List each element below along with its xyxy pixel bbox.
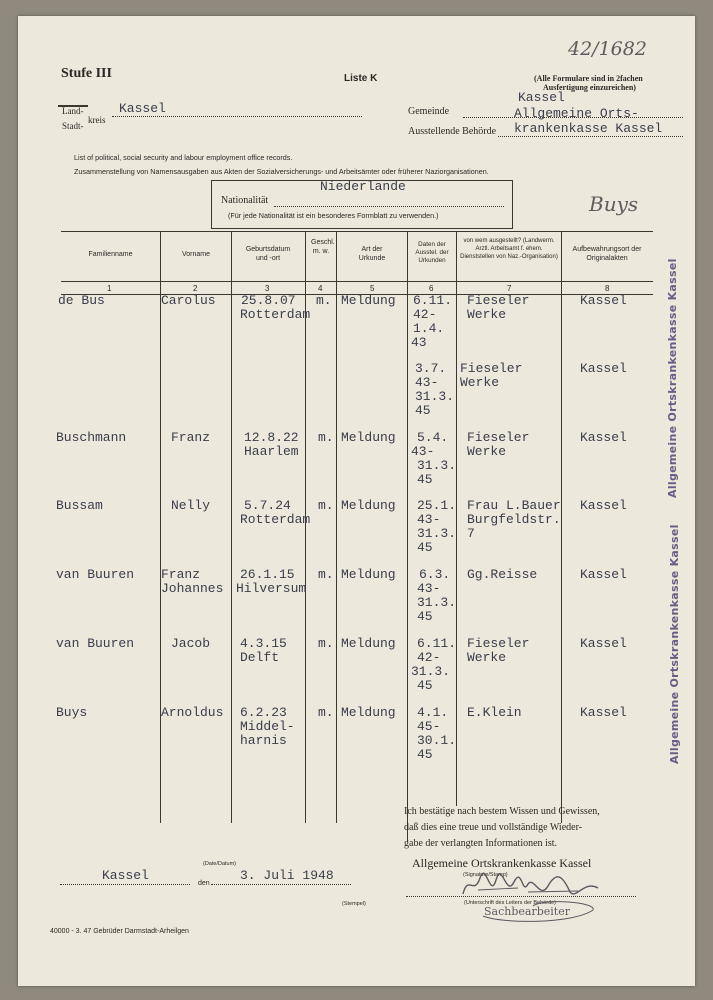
row3-sex: m. [318, 498, 334, 513]
row3-birth-2: Rotterdam [240, 512, 311, 527]
row4-birth-1: 26.1.15 [240, 567, 295, 582]
col-divider-1 [160, 231, 161, 823]
date-value: 3. Juli 1948 [240, 868, 334, 883]
row1-date-1: 3.7. [415, 361, 447, 376]
liste-title: Liste K [344, 73, 378, 84]
sachbearbeiter-loop [473, 894, 603, 926]
row5-date-2: 42- [417, 650, 441, 665]
col-divider-5 [407, 231, 408, 841]
row6-birth-2: Middel- [240, 719, 295, 734]
archive-number: 42/1682 [568, 38, 647, 60]
behoerde-label: Ausstellende Behörde [408, 126, 497, 137]
row0-date-1: 6.11. [413, 293, 453, 308]
row3-issuer-1: Frau L.Bauer [467, 498, 561, 513]
row4-birth-2: Hilversum [236, 581, 307, 596]
row2-doc: Meldung [341, 430, 396, 445]
land-label: Land- [62, 106, 84, 116]
handwritten-mark: Buys [589, 192, 639, 216]
row0-birth-2: Rotterdam [240, 307, 311, 322]
row0-date-4: 43 [411, 335, 427, 350]
row2-sex: m. [318, 430, 334, 445]
stufe-title: Stufe III [61, 66, 112, 81]
signature-label: (Signature/Stamp) [463, 872, 508, 878]
row5-sex: m. [318, 636, 334, 651]
signature-organisation: Allgemeine Ortskrankenkasse Kassel [412, 856, 592, 870]
intro-english: List of political, social security and labour employment office records. [74, 153, 293, 162]
row0-doc: Meldung [341, 293, 396, 308]
intro-german: Zusammenstellung von Namensausgaben aus Akten der Sozialversicherungs- und Arbeitsämter oder früherer Naziorganisationen. [74, 167, 489, 176]
row1-issuer-2: Werke [460, 375, 500, 390]
header-geschlecht: Geschl. m. w. [311, 239, 335, 255]
row0-location: Kassel [580, 293, 627, 308]
row3-birth-1: 5.7.24 [244, 498, 291, 513]
header-art: Art der Urkunde [358, 246, 386, 262]
header-vorname: Vorname [181, 251, 211, 258]
colnum-3: 3 [265, 284, 270, 293]
col-divider-6 [456, 231, 457, 806]
row2-location: Kassel [580, 430, 627, 445]
stamp-label: (Stempel) [342, 901, 366, 907]
row5-birth-1: 4.3.15 [240, 636, 287, 651]
row4-given-2: Johannes [161, 581, 224, 596]
sachbearbeiter-label: Sachbearbeiter [484, 905, 570, 918]
row2-given-1: Franz [171, 430, 211, 445]
kreis-value: Kassel [119, 101, 166, 116]
stamp-upper: Allgemeine Ortskrankenkasse Kassel [666, 258, 679, 498]
certification-line-2: daß dies eine treue und vollständige Wieder- [404, 822, 583, 833]
colnum-1: 1 [107, 284, 112, 293]
nationality-label: Nationalität [221, 195, 269, 206]
row4-date-3: 31.3. [417, 595, 457, 610]
row0-issuer-1: Fieseler [467, 293, 530, 308]
place-value: Kassel [102, 868, 149, 883]
row3-date-1: 25.1. [417, 498, 457, 513]
gemeinde-label: Gemeinde [408, 106, 450, 117]
row1-date-3: 31.3. [415, 389, 455, 404]
row5-date-4: 45 [417, 678, 433, 693]
date-label: (Date/Datum) [203, 861, 237, 867]
nationality-value: Niederlande [320, 179, 406, 194]
colnum-6: 6 [429, 284, 434, 293]
row3-family: Bussam [56, 498, 103, 513]
row3-given-1: Nelly [171, 498, 211, 513]
row2-family: Buschmann [56, 430, 127, 445]
behoerde-dotline [498, 136, 683, 137]
office-label: (Unterschrift des Leiters der Behörde) [464, 900, 557, 906]
row5-issuer-1: Fieseler [467, 636, 530, 651]
colnum-5: 5 [370, 284, 375, 293]
row3-date-2: 43- [417, 512, 441, 527]
land-strike [58, 105, 88, 107]
date-line [211, 884, 351, 885]
row5-given-1: Jacob [171, 636, 211, 651]
row0-issuer-2: Werke [467, 307, 507, 322]
row4-family: van Buuren [56, 567, 135, 582]
document-page [18, 16, 695, 986]
row2-date-3: 31.3. [417, 458, 457, 473]
place-line [60, 884, 190, 885]
row4-date-2: 43- [417, 581, 441, 596]
row5-birth-2: Delft [240, 650, 280, 665]
row6-given-1: Arnoldus [161, 705, 224, 720]
header-daten: Daten der Ausstel. der Urkunden [415, 241, 449, 264]
col-divider-2 [231, 231, 232, 823]
behoerde-value-2: krankenkasse Kassel [514, 121, 663, 136]
row0-birth-1: 25.8.07 [241, 293, 296, 308]
row2-birth-2: Haarlem [244, 444, 299, 459]
form-note-1: (Alle Formulare sind in 2fachen [534, 74, 643, 83]
row3-date-3: 31.3. [417, 526, 457, 541]
row0-date-2: 42- [413, 307, 437, 322]
row5-location: Kassel [580, 636, 627, 651]
row1-date-4: 45 [415, 403, 431, 418]
row2-issuer-2: Werke [467, 444, 507, 459]
row6-date-4: 45 [417, 747, 433, 762]
gemeinde-value: Kassel [518, 90, 565, 105]
table-header-border [61, 281, 653, 282]
row0-sex: m. [316, 293, 332, 308]
row4-given-1: Franz [161, 567, 201, 582]
row0-date-3: 1.4. [413, 321, 445, 336]
row6-sex: m. [318, 705, 334, 720]
row4-sex: m. [318, 567, 334, 582]
row2-birth-1: 12.8.22 [244, 430, 299, 445]
row3-date-4: 45 [417, 540, 433, 555]
row6-location: Kassel [580, 705, 627, 720]
row6-birth-3: harnis [240, 733, 287, 748]
den-label: den [198, 880, 210, 887]
header-familienname: Familienname [88, 251, 133, 258]
table-top-border [61, 231, 653, 232]
row6-date-2: 45- [417, 719, 441, 734]
row2-date-1: 5.4. [417, 430, 449, 445]
row5-date-3: 31.3. [411, 664, 451, 679]
nationality-box [211, 180, 513, 229]
row5-doc: Meldung [341, 636, 396, 651]
row1-location: Kassel [580, 361, 627, 376]
nationality-dotline [274, 206, 504, 207]
colnum-7: 7 [507, 284, 512, 293]
row0-family: de Bus [58, 293, 105, 308]
row2-date-2: 43- [411, 444, 435, 459]
colnum-8: 8 [605, 284, 610, 293]
col-divider-4 [336, 231, 337, 823]
row2-date-4: 45 [417, 472, 433, 487]
colnum-4: 4 [318, 284, 323, 293]
row4-doc: Meldung [341, 567, 396, 582]
row3-doc: Meldung [341, 498, 396, 513]
kreis-dotline [112, 116, 362, 117]
row6-issuer-1: E.Klein [467, 705, 522, 720]
row4-issuer-1: Gg.Reisse [467, 567, 538, 582]
row4-date-1: 6.3. [419, 567, 451, 582]
header-aussteller: von wem ausgestellt? (Landwerm. Arztl. Arbeitsamt f. ehem. Dienststellen von Naz.-Organisation) [460, 238, 558, 260]
row3-issuer-3: 7 [467, 526, 475, 541]
row1-date-2: 43- [415, 375, 439, 390]
certification-line-3: gabe der verlangten Informationen ist. [404, 838, 557, 849]
colnum-2: 2 [193, 284, 198, 293]
behoerde-value-1: Allgemeine Orts- [514, 106, 639, 121]
header-geburtsdatum: Geburtsdatum und -ort [245, 246, 291, 262]
row6-birth-1: 6.2.23 [240, 705, 287, 720]
row4-date-4: 45 [417, 609, 433, 624]
row1-issuer-1: Fieseler [460, 361, 523, 376]
printer-info: 40000 - 3. 47 Gebrüder Darmstadt-Arheilgen [50, 928, 189, 935]
row5-issuer-2: Werke [467, 650, 507, 665]
stadt-label: Stadt- [62, 121, 84, 131]
row5-family: van Buuren [56, 636, 135, 651]
row2-issuer-1: Fieseler [467, 430, 530, 445]
row5-date-1: 6.11. [417, 636, 457, 651]
row4-location: Kassel [580, 567, 627, 582]
stamp-lower: Allgemeine Ortskrankenkasse Kassel [668, 524, 681, 764]
certification-line-1: Ich bestätige nach bestem Wissen und Gewissen, [404, 806, 600, 817]
nationality-note: (Für jede Nationalität ist ein besonderes Formblatt zu verwenden.) [228, 211, 439, 220]
row6-date-3: 30.1. [417, 733, 457, 748]
form-note-2: Ausfertigung einzureichen) [543, 83, 636, 92]
row3-location: Kassel [580, 498, 627, 513]
row6-date-1: 4.1. [417, 705, 449, 720]
row3-issuer-2: Burgfeldstr. [467, 512, 561, 527]
row6-doc: Meldung [341, 705, 396, 720]
col-divider-7 [561, 231, 562, 823]
kreis-label: kreis [88, 115, 106, 125]
header-aufbewahrung: Aufbewahrungsort der Originalakten [572, 246, 642, 262]
row0-given-1: Carolus [161, 293, 216, 308]
row6-family: Buys [56, 705, 88, 720]
